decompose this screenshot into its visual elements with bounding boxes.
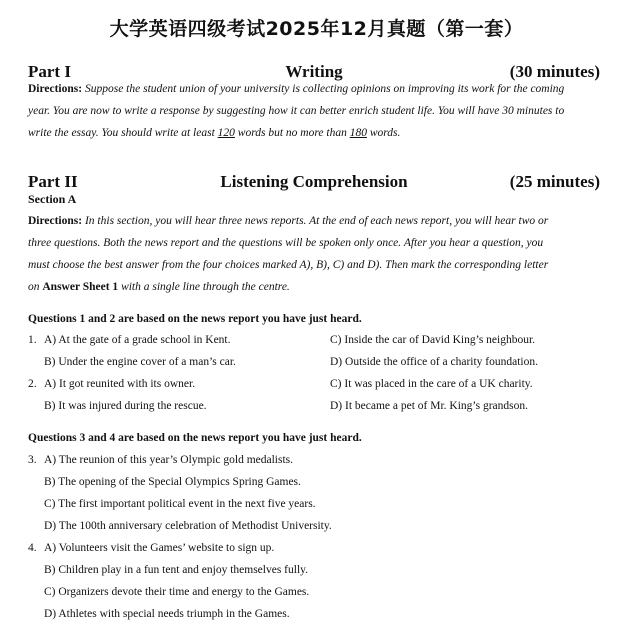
part2-name: Listening Comprehension [220, 172, 408, 191]
part1-name: Writing [285, 62, 343, 81]
q2-option-d: D) It became a pet of Mr. King’s grandson. [330, 400, 529, 412]
group2-heading: Questions 3 and 4 are based on the news report you have just heard. [28, 432, 362, 444]
part1-directions-line3a: write the essay. You should write at least [28, 127, 218, 139]
part2-time: (25 minutes) [509, 172, 600, 191]
part2-directions-line1: In this section, you will hear three news reports. At the end of each news report, you will hear two or [84, 215, 549, 227]
page-title: 大学英语四级考试2025年12月真题（第一套） [109, 18, 524, 40]
part2-directions-line4b: with a single line through the centre. [118, 281, 290, 293]
q1-option-d: D) Outside the office of a charity foundation. [330, 356, 538, 368]
part2-label: Part II [28, 172, 78, 191]
part1-time: (30 minutes) [509, 62, 600, 81]
part1-directions-label: Directions: [28, 83, 83, 95]
q2-number: 2. [28, 378, 37, 390]
part2-directions-line2: three questions. Both the news report and the questions will be spoken only once. After you hear a question, you [28, 237, 544, 249]
q4-option-b: B) Children play in a fun tent and enjoy themselves fully. [44, 564, 309, 576]
section-a-label: Section A [28, 192, 77, 206]
part2-directions-label: Directions: [28, 215, 83, 227]
part1-label: Part I [28, 62, 71, 81]
q2-option-a: A) It got reunited with its owner. [44, 378, 196, 390]
q2-option-b: B) It was injured during the rescue. [44, 400, 207, 412]
part2-directions [28, 210, 602, 298]
q4-option-a: A) Volunteers visit the Games’ website to sign up. [44, 542, 275, 554]
q3-number: 3. [28, 454, 37, 466]
part1-directions-line3b: words but no more than [234, 127, 350, 139]
max-words: 180 [349, 127, 367, 139]
part1-directions-line3c: words. [366, 127, 401, 139]
part1-directions-line1: Suppose the student union of your university is collecting opinions on improving its work for the coming [84, 83, 565, 95]
group1-heading: Questions 1 and 2 are based on the news report you have just heard. [28, 313, 362, 325]
q3-option-b: B) The opening of the Special Olympics Spring Games. [44, 476, 301, 488]
part2-directions-line3: must choose the best answer from the four choices marked A), B), C) and D). Then mark the corresponding letter [28, 259, 549, 271]
q3-option-d: D) The 100th anniversary celebration of Methodist University. [44, 520, 332, 532]
answer-sheet-label: Answer Sheet 1 [42, 281, 119, 293]
q4-option-d: D) Athletes with special needs triumph in the Games. [44, 608, 290, 620]
q4-number: 4. [28, 542, 37, 554]
q1-option-a: A) At the gate of a grade school in Kent. [44, 334, 231, 346]
part1-directions-line2: year. You are now to write a response by suggesting how it can better enrich student life. You will have 30 minutes to [28, 105, 565, 117]
part2-directions-line4a: on [28, 281, 43, 293]
min-words: 120 [217, 127, 235, 139]
q3-option-c: C) The first important political event in the next five years. [44, 498, 316, 510]
q1-number: 1. [28, 334, 37, 346]
q2-option-c: C) It was placed in the care of a UK charity. [330, 378, 533, 390]
q4-option-c: C) Organizers devote their time and energy to the Games. [44, 586, 310, 598]
q3-option-a: A) The reunion of this year’s Olympic gold medalists. [44, 454, 294, 466]
q1-option-b: B) Under the engine cover of a man’s car. [44, 356, 236, 368]
q1-option-c: C) Inside the car of David King’s neighbour. [330, 334, 536, 346]
part2-header [28, 172, 600, 192]
part1-directions [28, 78, 602, 144]
